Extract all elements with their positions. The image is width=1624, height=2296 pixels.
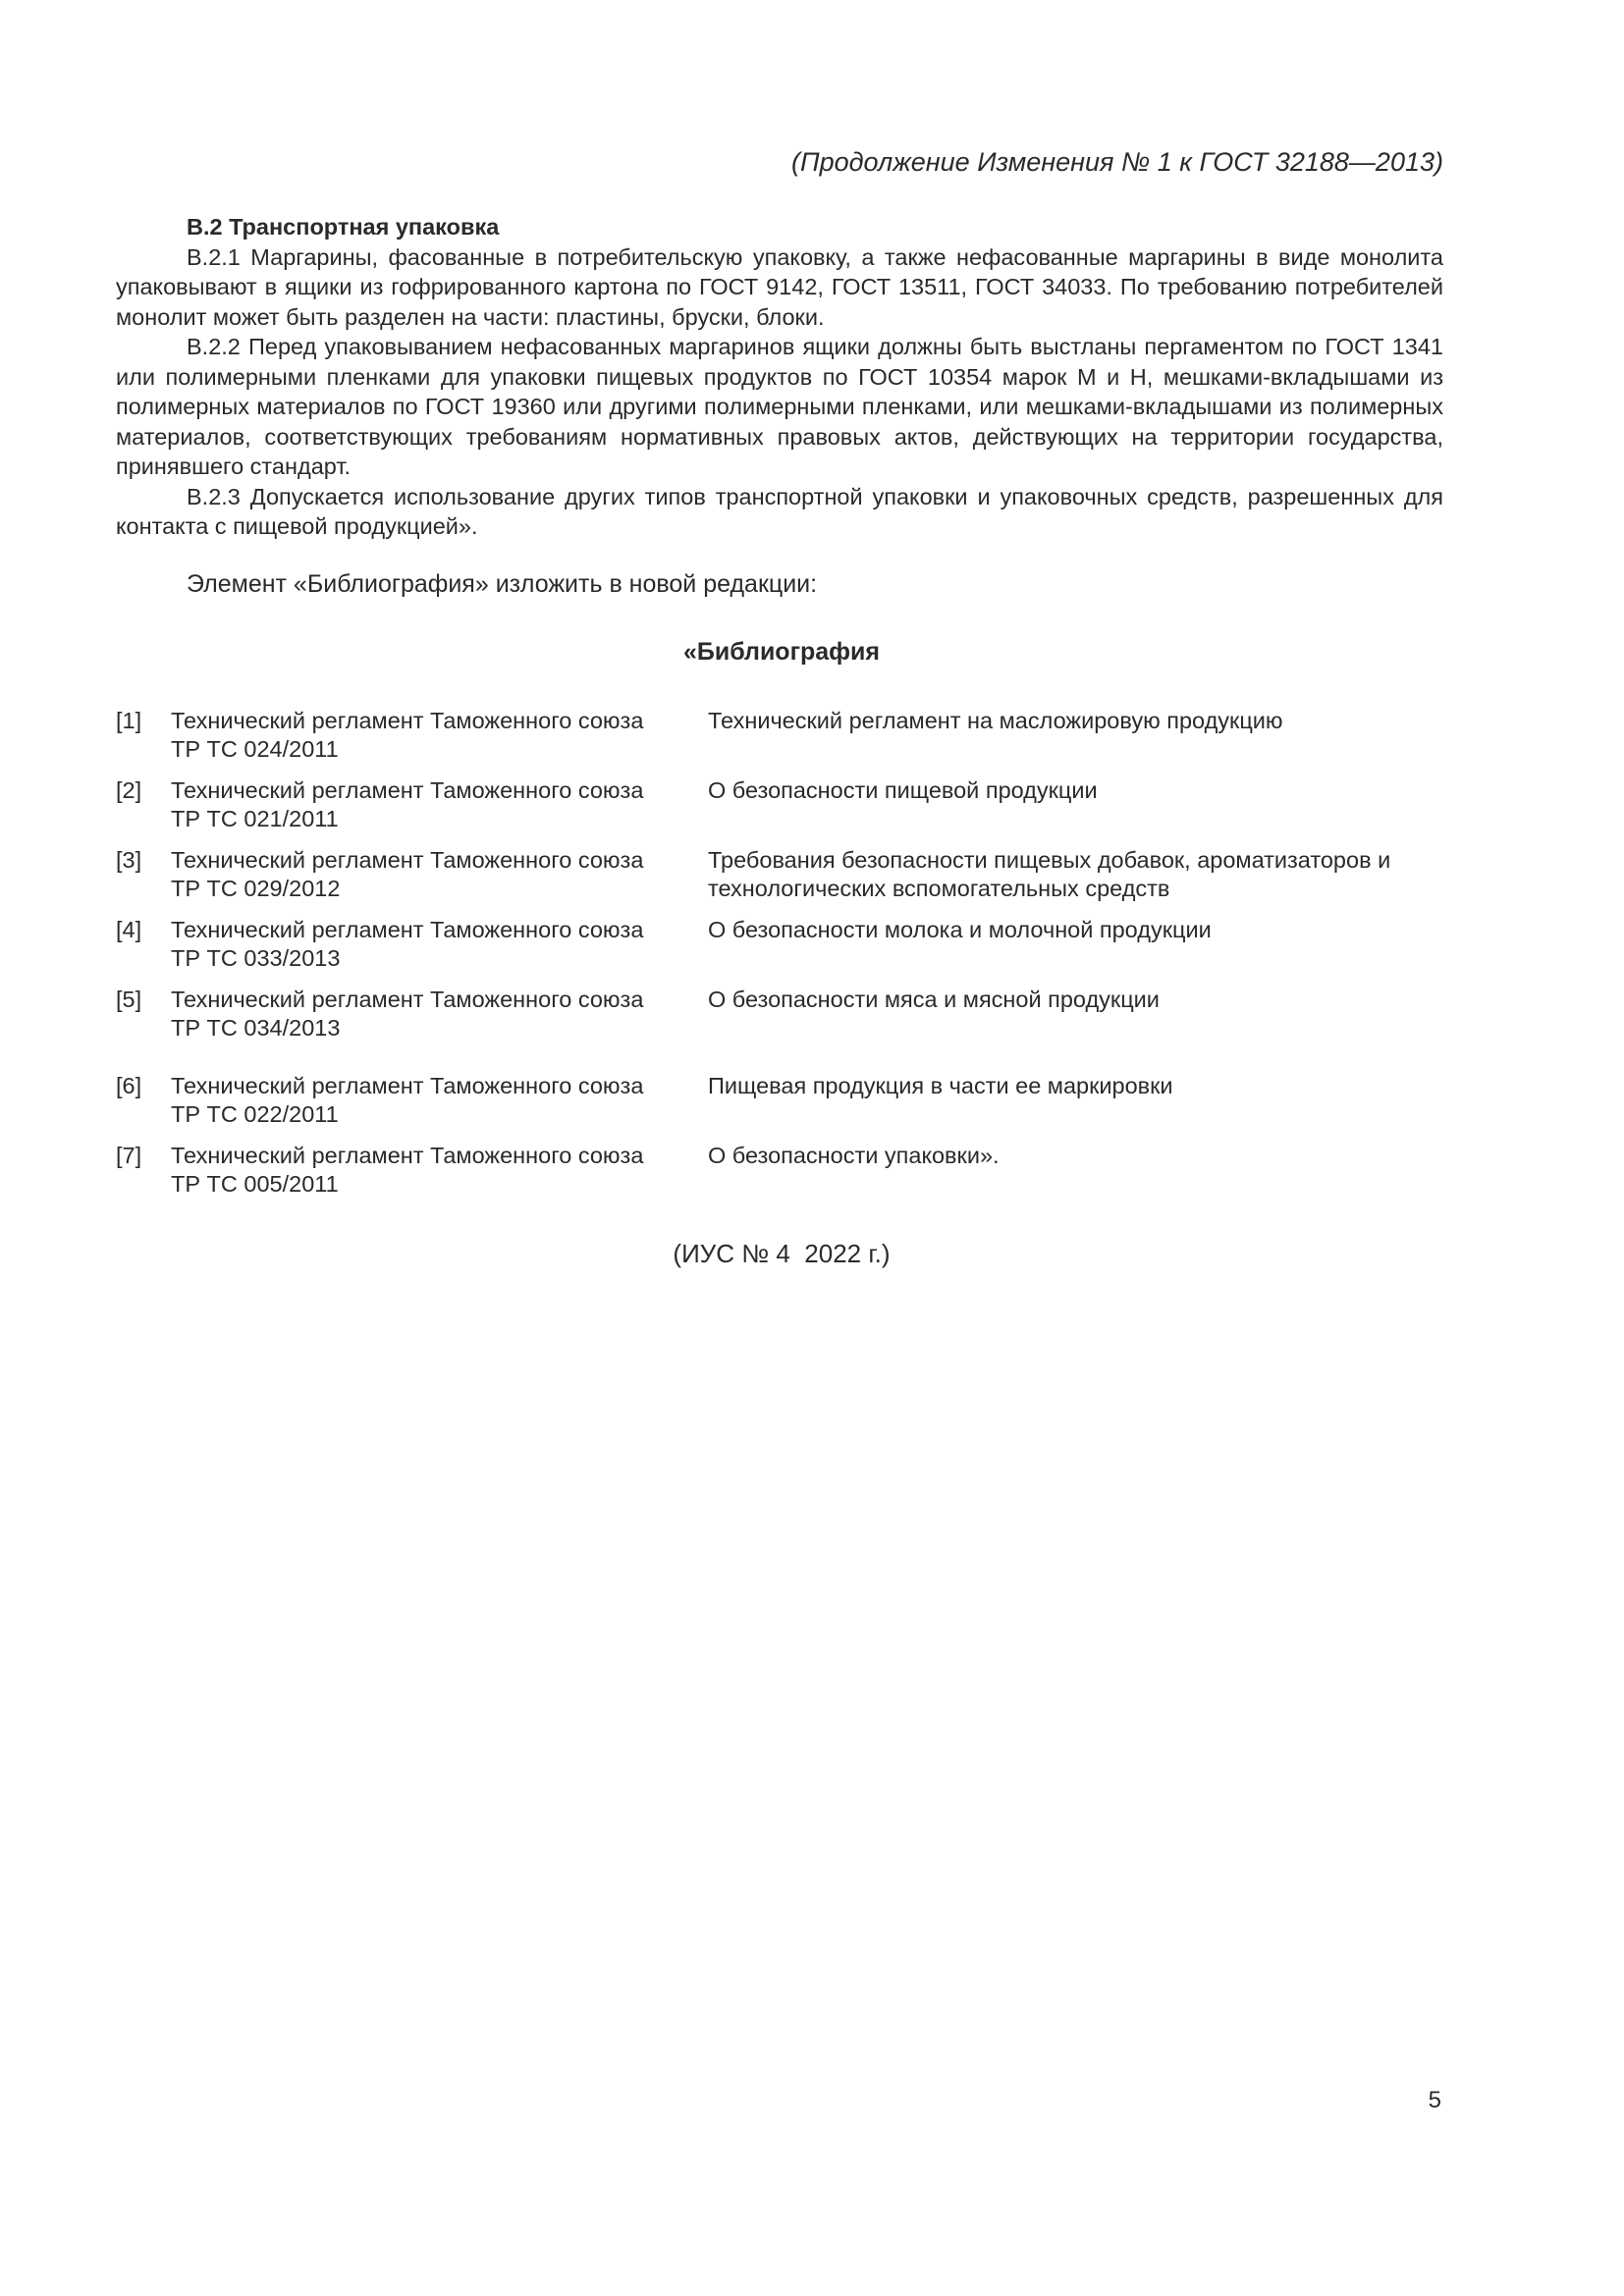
entry-title: О безопасности молока и молочной продукции (708, 917, 1212, 942)
entry-regulation-name: Технический регламент Таможенного союза (171, 1073, 644, 1098)
entry-regulation-name: Технический регламент Таможенного союза (171, 847, 644, 873)
entry-regulation-code: ТР ТС 033/2013 (171, 945, 341, 971)
instruction-text: Элемент «Библиография» изложить в новой редакции: (187, 570, 818, 598)
entry-number: [7] (116, 1143, 142, 1168)
entry-regulation-name: Технический регламент Таможенного союза (171, 777, 644, 803)
entry-regulation-name: Технический регламент Таможенного союза (171, 708, 644, 733)
entry-regulation-name: Технический регламент Таможенного союза (171, 987, 644, 1012)
entry-number: [4] (116, 917, 142, 942)
paragraph-b23: В.2.3 Допускается использование других типов транспортной упаковки и упаковочных средств, разрешенных для контакта с пищевой продукцией». (116, 483, 1443, 539)
entry-title: О безопасности мяса и мясной продукции (708, 987, 1160, 1012)
header-note: (Продолжение Изменения № 1 к ГОСТ 32188—2013) (791, 147, 1443, 177)
entry-title: Требования безопасности пищевых добавок, ароматизаторов и технологических вспомогательных средств (708, 847, 1391, 901)
ius-reference: (ИУС № 4 2022 г.) (673, 1239, 891, 1268)
entry-regulation (171, 707, 662, 764)
entry-number: [2] (116, 777, 142, 803)
entry-regulation-code: ТР ТС 034/2013 (171, 1015, 341, 1041)
entry-regulation-code: ТР ТС 022/2011 (171, 1101, 339, 1127)
entry-regulation-code: ТР ТС 029/2012 (171, 876, 341, 901)
entry-regulation (171, 986, 662, 1042)
entry-regulation-code: ТР ТС 021/2011 (171, 806, 339, 831)
entry-number: [3] (116, 847, 142, 873)
page-number: 5 (1428, 2087, 1441, 2113)
entry-regulation (171, 846, 662, 903)
entry-regulation (171, 916, 662, 973)
entry-regulation (171, 1142, 662, 1199)
entry-title: О безопасности пищевой продукции (708, 777, 1098, 803)
bibliography-title: «Библиография (683, 638, 880, 666)
entry-regulation-code: ТР ТС 024/2011 (171, 736, 339, 762)
entry-regulation (171, 1072, 662, 1129)
entry-number: [6] (116, 1073, 142, 1098)
entry-regulation-name: Технический регламент Таможенного союза (171, 1143, 644, 1168)
section-body (116, 212, 1443, 542)
paragraph-b21: В.2.1 Маргарины, фасованные в потребительскую упаковку, а также нефасованные маргарины в виде монолита упаковывают в ящики из гофрированного картона по ГОСТ 9142, ГОСТ 13511, ГОСТ 34033. По требованию потребителей монолит может быть разделен на части: пластины, бруски, блоки. (116, 243, 1443, 330)
entry-number: [1] (116, 708, 142, 733)
entry-title: Пищевая продукция в части ее маркировки (708, 1073, 1173, 1098)
paragraph-b22: В.2.2 Перед упаковыванием нефасованных маргаринов ящики должны быть выстланы пергаментом по ГОСТ 1341 или полимерными пленками для упаковки пищевых продуктов по ГОСТ 10354 марок М и Н, мешками-вкладышами из полимерных материалов по ГОСТ 19360 или другими полимерными пленками, или мешками-вкладышами из полимерных материалов, соответствующих требованиям нормативных правовых актов, действующих на территории государства, принявшего стандарт. (116, 334, 1443, 479)
entry-title: О безопасности упаковки». (708, 1143, 1000, 1168)
entry-regulation-code: ТР ТС 005/2011 (171, 1171, 339, 1197)
entry-regulation-name: Технический регламент Таможенного союза (171, 917, 644, 942)
entry-number: [5] (116, 987, 142, 1012)
entry-regulation (171, 776, 662, 833)
entry-title: Технический регламент на масложировую продукцию (708, 708, 1283, 733)
section-heading: В.2 Транспортная упаковка (187, 214, 500, 240)
